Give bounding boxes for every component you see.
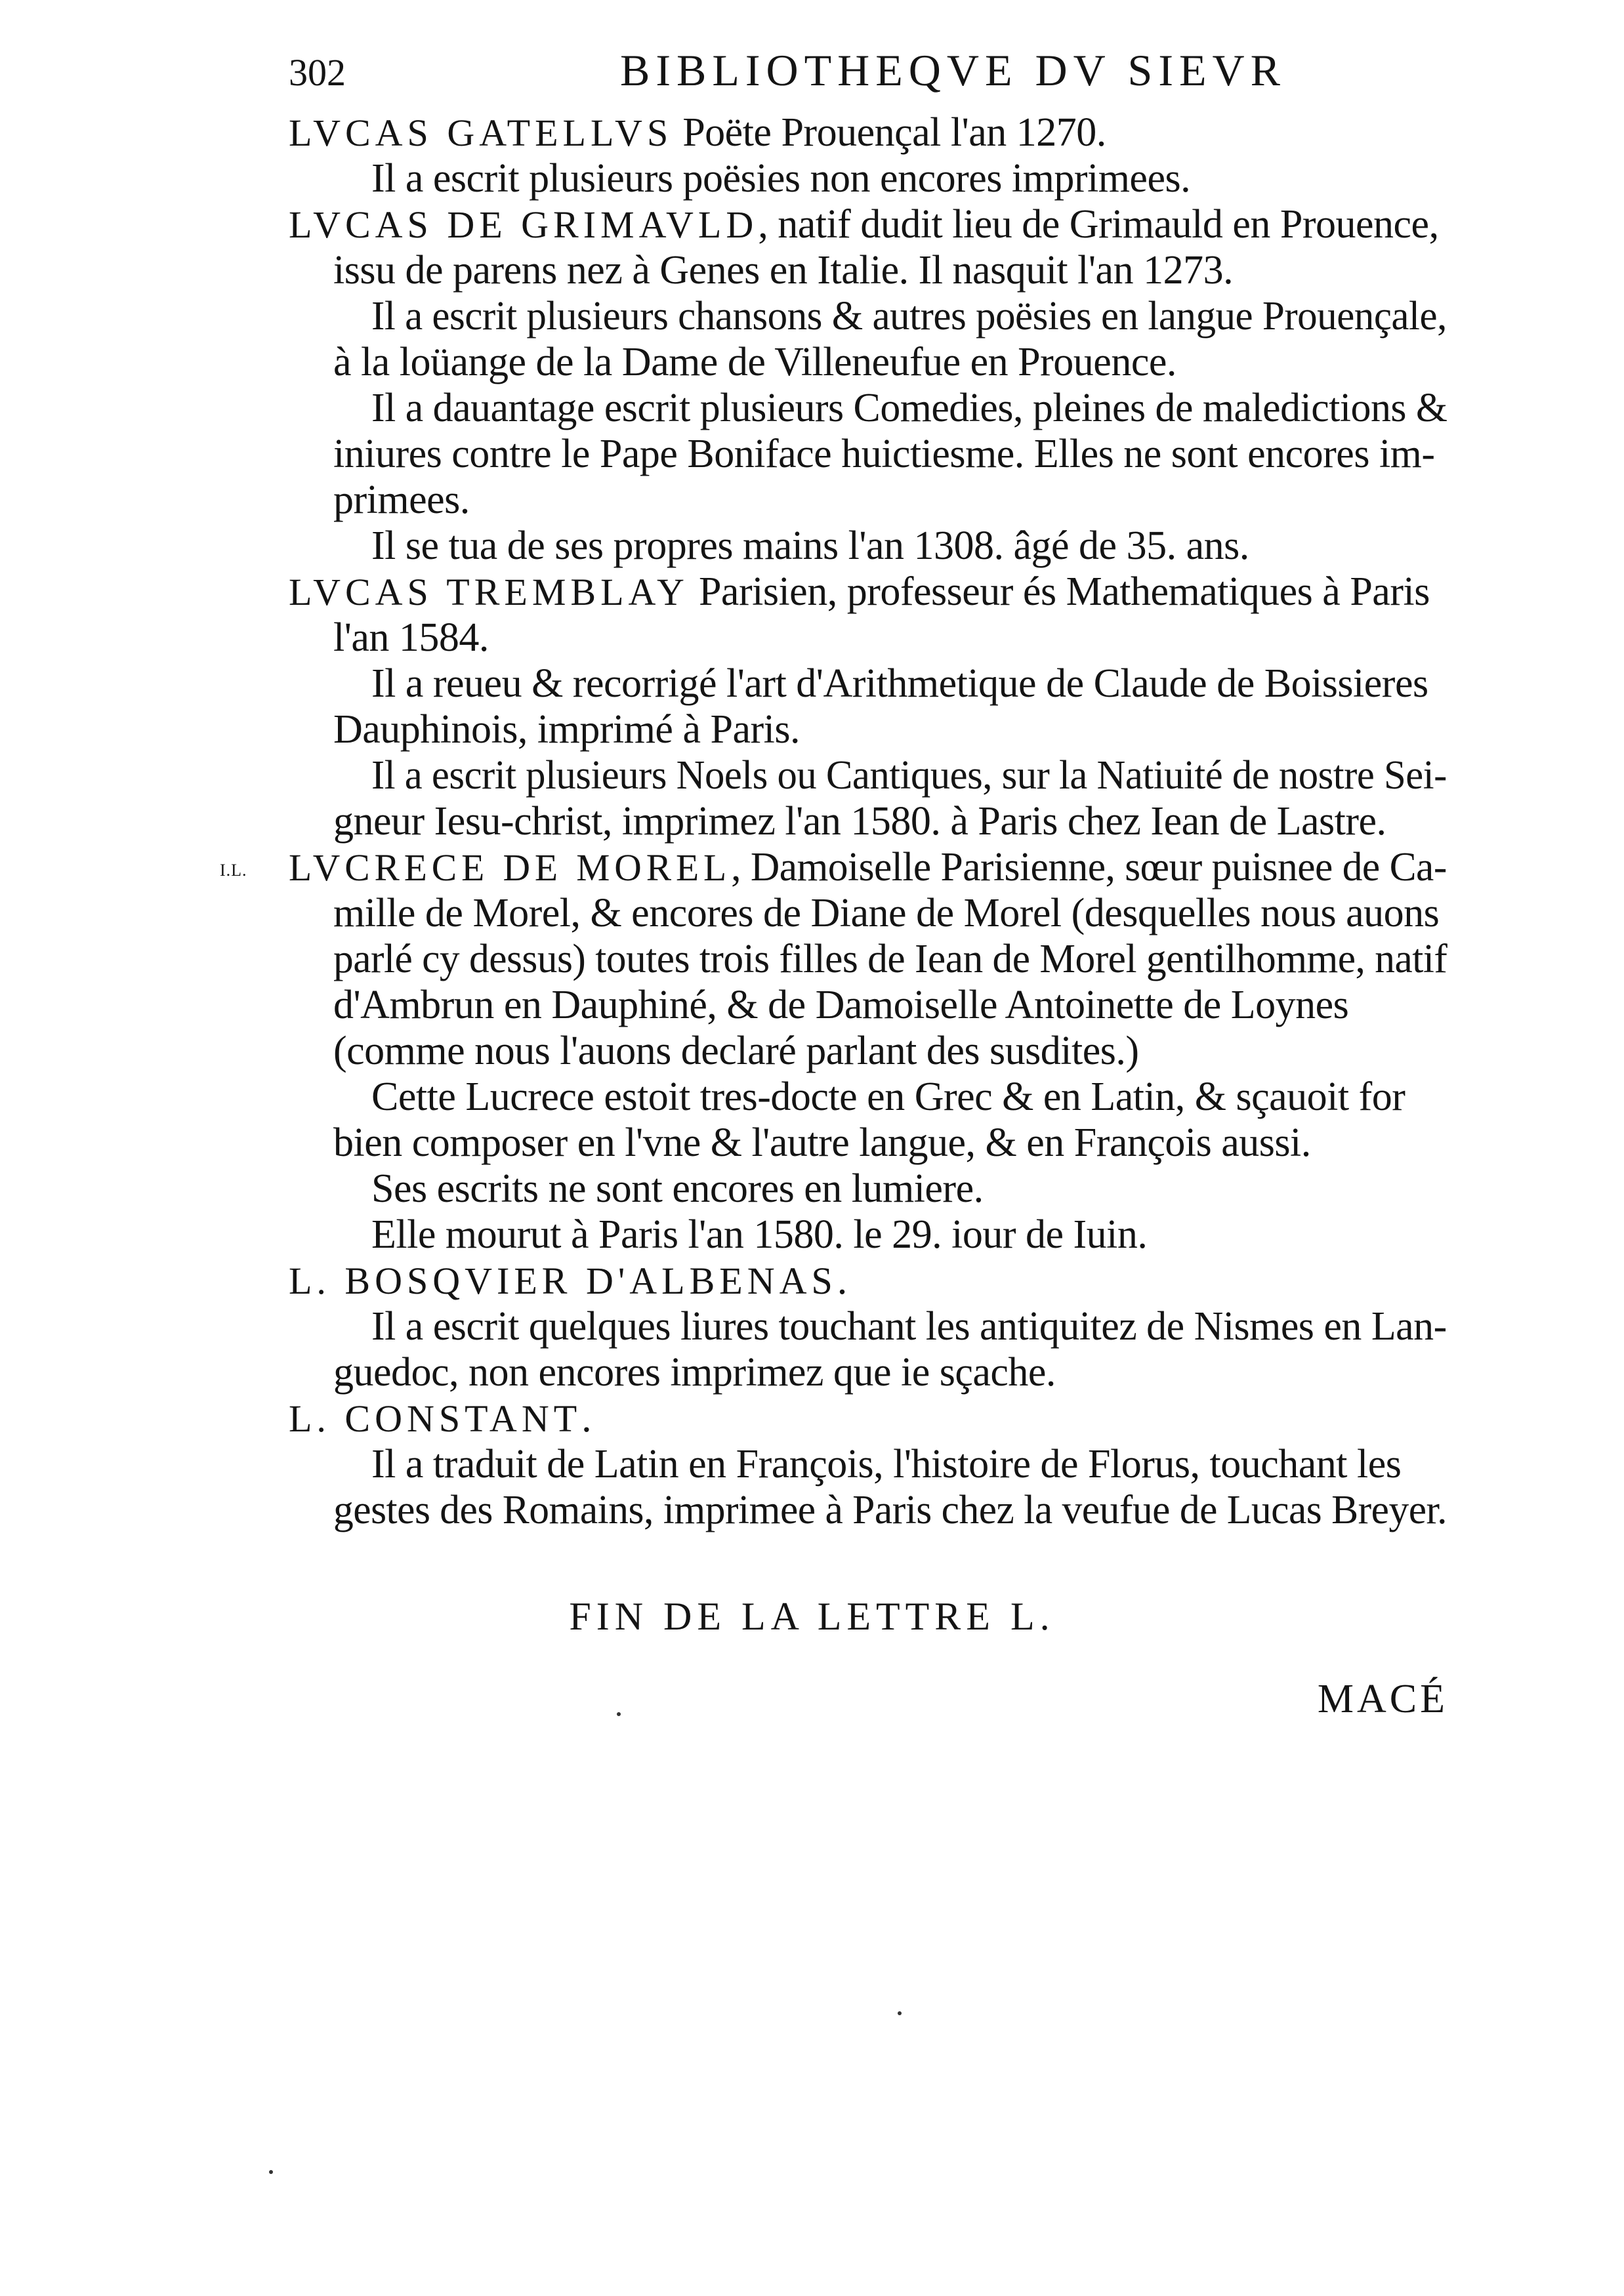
entry-line: Ses escrits ne sont encores en lumiere. — [371, 1166, 984, 1211]
entry-heading-line: LVCAS DE GRIMAVLD, natif dudit lieu de Grimauld en Prouence, — [289, 202, 1439, 247]
entry-heading-line: LVCAS TREMBLAY Parisien, professeur és Mathematiques à Paris — [289, 569, 1430, 614]
catchword: MACÉ — [1317, 1677, 1448, 1721]
entry-line: Elle mourut à Paris l'an 1580. le 29. iour de Iuin. — [371, 1212, 1148, 1257]
section-end-heading: FIN DE LA LETTRE L. — [569, 1595, 1055, 1638]
entry-line: issu de parens nez à Genes en Italie. Il nasquit l'an 1273. — [333, 248, 1234, 293]
entry-line: Il a escrit plusieurs poësies non encores imprimees. — [371, 156, 1191, 201]
entry-line: parlé cy dessus) toutes trois filles de Iean de Morel gentilhomme, natif — [333, 937, 1447, 981]
ink-speck — [269, 2170, 273, 2174]
entry-line: Il a escrit quelques liures touchant les antiquitez de Nismes en Lan- — [371, 1304, 1447, 1349]
entry-line: iniures contre le Pape Boniface huictiesme. Elles ne sont encores im- — [333, 432, 1435, 476]
entry-line: gneur Iesu-christ, imprimez l'an 1580. à Paris chez Iean de Lastre. — [333, 799, 1386, 844]
page-number: 302 — [289, 51, 346, 94]
entry-line: (comme nous l'auons declaré parlant des susdites.) — [333, 1029, 1139, 1073]
author-name: LVCRECE DE MOREL — [289, 846, 732, 889]
entry-line: Il a traduit de Latin en François, l'histoire de Florus, touchant les — [371, 1442, 1402, 1486]
entry-line: bien composer en l'vne & l'autre langue, & en François aussi. — [333, 1120, 1311, 1165]
entry-line: Il a reueu & recorrigé l'art d'Arithmetique de Claude de Boissieres — [371, 661, 1428, 706]
entry-line: gestes des Romains, imprimee à Paris chez la veufue de Lucas Breyer. — [333, 1488, 1447, 1532]
author-name: LVCAS DE GRIMAVLD — [289, 203, 759, 246]
page-header — [289, 45, 1286, 96]
entry-line: à la loüange de la Dame de Villeneufue en Prouence. — [333, 340, 1176, 384]
entry-line: Cette Lucrece estoit tres-docte en Grec & en Latin, & sçauoit for — [371, 1075, 1405, 1119]
entry-line: Dauphinois, imprimé à Paris. — [333, 707, 800, 752]
author-name: L. CONSTANT — [289, 1397, 582, 1440]
entry-heading-line: L. BOSQVIER D'ALBENAS. — [289, 1258, 847, 1303]
entry-heading-line: L. CONSTANT. — [289, 1396, 592, 1441]
entry-line: d'Ambrun en Dauphiné, & de Damoiselle Antoinette de Loynes — [333, 983, 1349, 1027]
ink-speck — [617, 1712, 621, 1716]
entry-heading-line: LVCAS GATELLVS Poëte Prouençal l'an 1270. — [289, 110, 1106, 155]
entry-line: guedoc, non encores imprimez que ie sçache. — [333, 1350, 1056, 1395]
entry-line: primees. — [333, 478, 470, 522]
running-title: BIBLIOTHEQVE DV SIEVR — [619, 45, 1286, 95]
margin-note: I.L. — [220, 861, 247, 880]
author-name: LVCAS TREMBLAY — [289, 571, 689, 613]
entry-line: l'an 1584. — [333, 615, 489, 660]
entry-heading-line: LVCRECE DE MOREL, Damoiselle Parisienne, sœur puisnee de Ca- — [289, 845, 1447, 890]
entry-line: Il a dauantage escrit plusieurs Comedies, pleines de maledictions & — [371, 386, 1447, 430]
entry-line: Il a escrit plusieurs chansons & autres poësies en langue Prouençale, — [371, 294, 1447, 338]
ink-speck — [898, 2011, 902, 2015]
author-name: L. BOSQVIER D'ALBENAS — [289, 1260, 837, 1302]
entry-line: mille de Morel, & encores de Diane de Morel (desquelles nous auons — [333, 891, 1440, 935]
author-name: LVCAS GATELLVS — [289, 112, 673, 154]
entry-line: Il a escrit plusieurs Noels ou Cantiques, sur la Natiuité de nostre Sei- — [371, 753, 1447, 798]
entry-line: Il se tua de ses propres mains l'an 1308. âgé de 35. ans. — [371, 523, 1249, 568]
